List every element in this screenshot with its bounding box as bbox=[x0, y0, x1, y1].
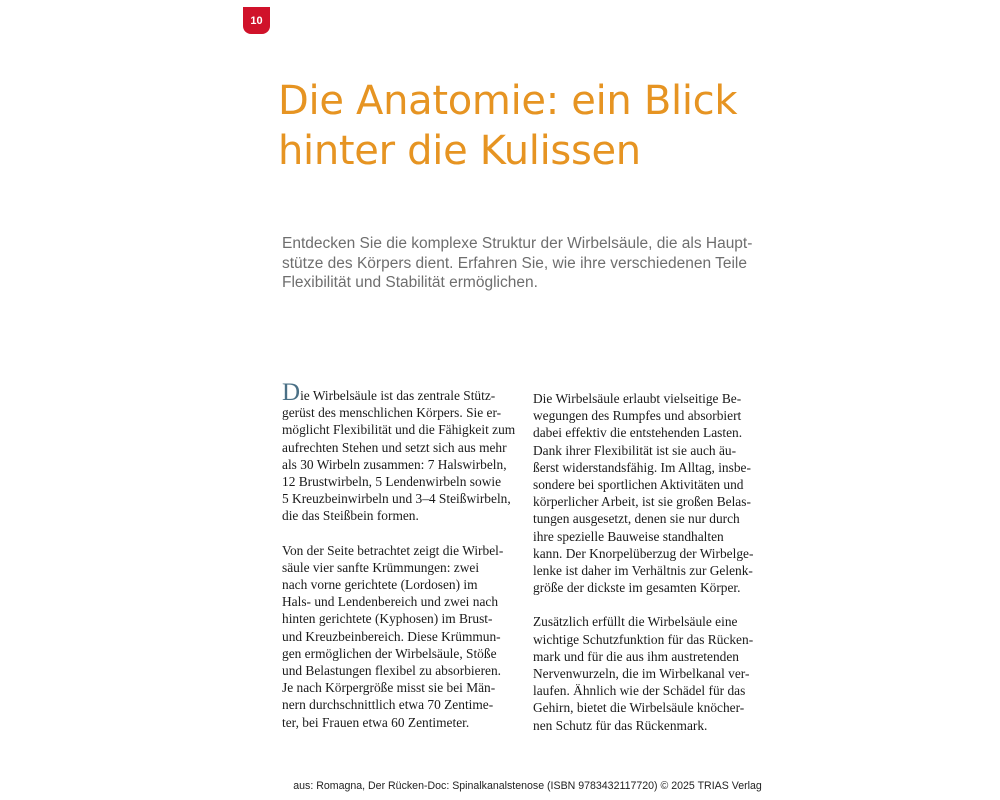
text-line: nach vorne gerichtete (Lordosen) im bbox=[282, 577, 478, 593]
text-line: aufrechten Stehen und setzt sich aus mehr bbox=[282, 439, 507, 455]
body-column-left bbox=[282, 379, 516, 731]
paragraph bbox=[282, 379, 516, 525]
text-line: 5 Kreuzbeinwirbeln und 3–4 Steißwirbeln, bbox=[282, 491, 511, 507]
text-line: ter, bei Frauen etwa 60 Zentimeter. bbox=[282, 714, 470, 730]
intro-line: Entdecken Sie die komplexe Struktur der Wirbelsäule, die als Haupt- bbox=[282, 235, 753, 252]
text-line: und Belastungen flexibel zu absorbieren. bbox=[282, 663, 502, 679]
text-line: wichtige Schutzfunktion für das Rücken- bbox=[533, 631, 754, 647]
text-line: nen Schutz für das Rückenmark. bbox=[533, 717, 708, 733]
text-line: 12 Brustwirbeln, 5 Lendenwirbeln sowie bbox=[282, 474, 502, 490]
footer-citation: aus: Romagna, Der Rücken-Doc: Spinalkanalstenose (ISBN 9783432117720) © 2025 TRIAS Verlag bbox=[293, 780, 762, 792]
text-line: lenke ist daher im Verhältnis zur Gelenk- bbox=[533, 563, 753, 579]
text-line: Je nach Körpergröße misst sie bei Män- bbox=[282, 680, 496, 696]
text-line-content: ie Wirbelsäule ist das zentrale Stütz- bbox=[300, 388, 496, 403]
text-line: säule vier sanfte Krümmungen: zwei bbox=[282, 559, 480, 575]
text-line: ßerst widerstandsfähig. Im Alltag, insbe- bbox=[533, 459, 751, 475]
paragraph bbox=[533, 390, 765, 596]
text-line: gen ermöglichen der Wirbelsäule, Stöße bbox=[282, 645, 497, 661]
body-column-right bbox=[533, 390, 765, 734]
title-line: hinter die Kulissen bbox=[278, 128, 641, 174]
text-line: wegungen des Rumpfes und absorbiert bbox=[533, 408, 742, 424]
text-line: möglicht Flexibilität und die Fähigkeit zum bbox=[282, 422, 516, 438]
paragraph bbox=[282, 542, 514, 731]
text-line: körperlicher Arbeit, ist sie großen Belas- bbox=[533, 494, 751, 510]
drop-cap: D bbox=[282, 379, 301, 406]
paragraph bbox=[533, 613, 765, 733]
intro-line: stütze des Körpers dient. Erfahren Sie, wie ihre verschiedenen Teile bbox=[282, 254, 747, 272]
text-line: Von der Seite betrachtet zeigt die Wirbel- bbox=[282, 542, 504, 558]
page-number-badge: 10 bbox=[243, 7, 270, 34]
text-line: tungen ausgesetzt, denen sie nur durch bbox=[533, 511, 740, 527]
text-line: Zusätzlich erfüllt die Wirbelsäule eine bbox=[533, 614, 738, 630]
text-line: ihre spezielle Bauweise standhalten bbox=[533, 528, 724, 544]
text-line: größe der dickste im gesamten Körper. bbox=[533, 580, 741, 596]
text-line: Dank ihrer Flexibilität ist sie auch äu- bbox=[533, 442, 737, 458]
text-line: Hals- und Lendenbereich und zwei nach bbox=[282, 594, 499, 610]
intro-line: Flexibilität und Stabilität ermöglichen. bbox=[282, 274, 538, 291]
text-line bbox=[282, 379, 514, 406]
text-line: sondere bei sportlichen Aktivitäten und bbox=[533, 477, 744, 493]
text-line: dabei effektiv die entstehenden Lasten. bbox=[533, 425, 743, 441]
text-line: Nervenwurzeln, die im Wirbelkanal ver- bbox=[533, 666, 750, 682]
text-line: hinten gerichtete (Kyphosen) im Brust- bbox=[282, 611, 493, 627]
text-line: und Kreuzbeinbereich. Diese Krümmun- bbox=[282, 628, 501, 644]
text-line: Gehirn, bietet die Wirbelsäule knöcher- bbox=[533, 700, 745, 716]
text-line: gerüst des menschlichen Körpers. Sie er- bbox=[282, 405, 502, 421]
text-line: Die Wirbelsäule erlaubt vielseitige Be- bbox=[533, 391, 742, 406]
text-line: mark und für die aus ihm austretenden bbox=[533, 648, 740, 664]
text-line: als 30 Wirbeln zusammen: 7 Halswirbeln, bbox=[282, 456, 507, 472]
intro-text bbox=[282, 234, 782, 293]
page-title bbox=[278, 76, 838, 176]
text-line: kann. Der Knorpelüberzug der Wirbelge- bbox=[533, 545, 754, 561]
text-line: nern durchschnittlich etwa 70 Zentime- bbox=[282, 697, 494, 713]
text-line: die das Steißbein formen. bbox=[282, 508, 419, 524]
title-line: Die Anatomie: ein Blick bbox=[278, 78, 738, 124]
text-line: laufen. Ähnlich wie der Schädel für das bbox=[533, 683, 746, 699]
